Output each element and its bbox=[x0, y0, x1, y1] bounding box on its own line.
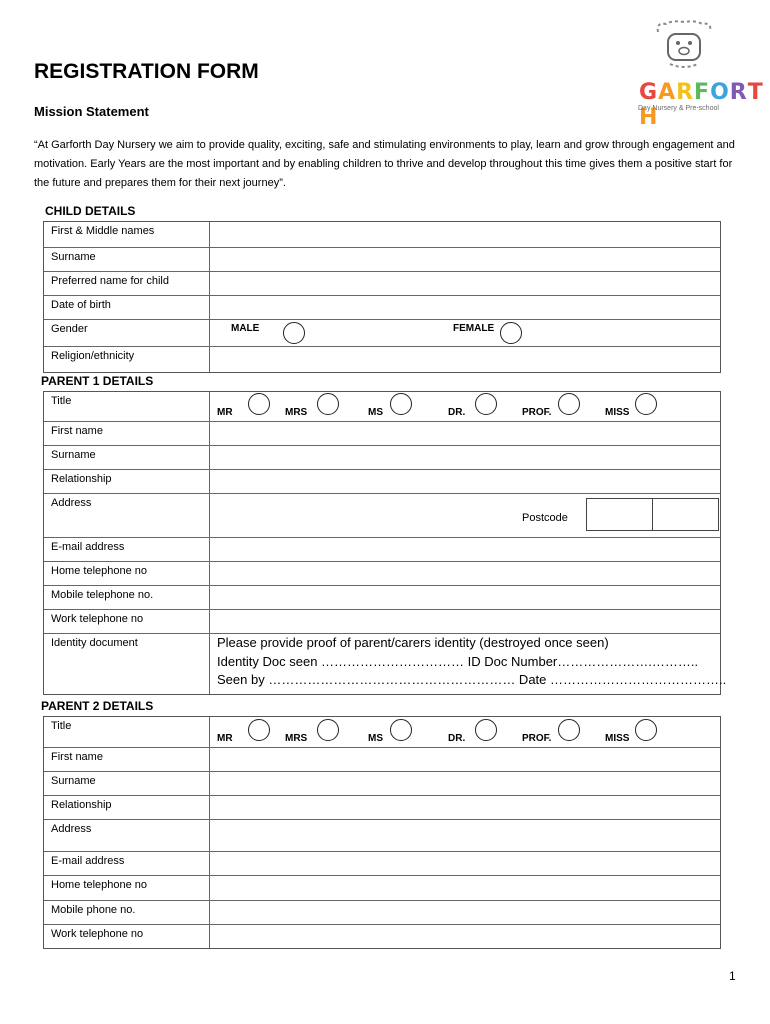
table-row bbox=[44, 537, 720, 561]
logo-letter: H bbox=[639, 105, 659, 130]
table-row bbox=[44, 900, 720, 924]
row-label: Surname bbox=[51, 775, 96, 787]
row-label: First name bbox=[51, 751, 103, 763]
title-option-mr: MR bbox=[217, 733, 233, 744]
logo-letter: T bbox=[747, 80, 764, 105]
parent2-address-field[interactable] bbox=[209, 820, 720, 851]
identity-seen-by-line[interactable]: Seen by ………………………………………………… Date ………………………………….. bbox=[217, 672, 727, 687]
table-row bbox=[44, 561, 720, 585]
table-row bbox=[44, 747, 720, 771]
parent1-first-name-field[interactable] bbox=[209, 422, 720, 445]
table-row bbox=[44, 609, 720, 633]
date-of-birth-field[interactable] bbox=[209, 296, 720, 319]
gender-option-female-label: FEMALE bbox=[453, 323, 495, 334]
row-label: Address bbox=[51, 497, 92, 509]
table-row bbox=[44, 795, 720, 819]
religion-ethnicity-field[interactable] bbox=[209, 347, 720, 372]
title-option-dr: DR. bbox=[448, 407, 466, 418]
gender-option-male-label: MALE bbox=[231, 323, 260, 334]
table-row bbox=[44, 633, 727, 694]
child-details-table bbox=[43, 221, 721, 373]
table-row bbox=[44, 585, 720, 609]
child-surname-field[interactable] bbox=[209, 248, 720, 271]
parent1-address-field[interactable] bbox=[209, 494, 720, 537]
parent1-details-table bbox=[43, 391, 727, 695]
title-mr-radio[interactable] bbox=[248, 719, 270, 741]
title-option-mrs: MRS bbox=[285, 407, 308, 418]
title-option-prof: PROF. bbox=[522, 407, 552, 418]
table-row bbox=[44, 469, 720, 493]
title-cell bbox=[209, 717, 720, 747]
postcode-label: Postcode bbox=[522, 512, 568, 524]
row-label: Title bbox=[51, 720, 72, 732]
mission-heading: Mission Statement bbox=[34, 104, 149, 119]
title-dr-radio[interactable] bbox=[475, 393, 497, 415]
logo-letter: A bbox=[658, 80, 677, 105]
row-label: Gender bbox=[51, 323, 88, 335]
parent1-relationship-field[interactable] bbox=[209, 470, 720, 493]
title-option-mrs: MRS bbox=[285, 733, 308, 744]
row-label: Mobile telephone no. bbox=[51, 589, 154, 601]
title-prof-radio[interactable] bbox=[558, 719, 580, 741]
parent1-mobile-phone-field[interactable] bbox=[209, 586, 720, 609]
parent1-surname-field[interactable] bbox=[209, 446, 720, 469]
page-number: 1 bbox=[729, 969, 736, 983]
parent2-email-field[interactable] bbox=[209, 852, 720, 875]
logo-letter: G bbox=[639, 80, 659, 105]
title-option-miss: MISS bbox=[605, 407, 630, 418]
table-row bbox=[44, 392, 720, 421]
row-label: Date of birth bbox=[51, 299, 111, 311]
title-prof-radio[interactable] bbox=[558, 393, 580, 415]
logo-subtitle: Day Nursery & Pre-school bbox=[638, 105, 719, 112]
parent2-details-heading: PARENT 2 DETAILS bbox=[41, 699, 154, 713]
table-row bbox=[44, 771, 720, 795]
parent1-work-phone-field[interactable] bbox=[209, 610, 720, 633]
parent2-first-name-field[interactable] bbox=[209, 748, 720, 771]
title-miss-radio[interactable] bbox=[635, 393, 657, 415]
parent1-email-field[interactable] bbox=[209, 538, 720, 561]
row-label: Preferred name for child bbox=[51, 275, 169, 287]
mission-statement: “At Garforth Day Nursery we aim to provide quality, exciting, safe and stimulating environments to play, learn and grow through engagement and motivation. Early Years are the most important and by enabling children to thrive and develop throughout this time gives them a positive start for the future and prepares them for their next journey”. bbox=[34, 139, 735, 189]
parent2-work-phone-field[interactable] bbox=[209, 925, 720, 948]
row-label: Work telephone no bbox=[51, 928, 144, 940]
page-title: REGISTRATION FORM bbox=[34, 60, 259, 83]
parent1-details-heading: PARENT 1 DETAILS bbox=[41, 374, 154, 388]
title-option-dr: DR. bbox=[448, 733, 466, 744]
title-mrs-radio[interactable] bbox=[317, 393, 339, 415]
row-label: First name bbox=[51, 425, 103, 437]
row-label: Title bbox=[51, 395, 72, 407]
row-label: Relationship bbox=[51, 473, 112, 485]
table-row bbox=[44, 295, 720, 319]
row-label: E-mail address bbox=[51, 541, 125, 553]
row-label: Religion/ethnicity bbox=[51, 350, 135, 362]
postcode-divider bbox=[652, 499, 653, 530]
title-miss-radio[interactable] bbox=[635, 719, 657, 741]
title-option-ms: MS bbox=[368, 407, 383, 418]
title-ms-radio[interactable] bbox=[390, 393, 412, 415]
row-label: E-mail address bbox=[51, 855, 125, 867]
table-row bbox=[44, 421, 720, 445]
identity-doc-line[interactable]: Identity Doc seen …………………………… ID Doc Number………………….……….. bbox=[217, 654, 699, 669]
table-row bbox=[44, 445, 720, 469]
table-row bbox=[44, 493, 720, 537]
row-label: First & Middle names bbox=[51, 225, 155, 237]
logo-letter: R bbox=[676, 80, 695, 105]
first-middle-names-field[interactable] bbox=[209, 222, 720, 247]
row-label: Identity document bbox=[51, 637, 138, 649]
table-row bbox=[44, 346, 720, 372]
gender-cell bbox=[209, 320, 720, 346]
postcode-field[interactable] bbox=[586, 498, 719, 531]
logo-letter: F bbox=[694, 80, 711, 105]
identity-instructions: Please provide proof of parent/carers identity (destroyed once seen) bbox=[217, 635, 609, 650]
row-label: Work telephone no bbox=[51, 613, 144, 625]
parent1-home-phone-field[interactable] bbox=[209, 562, 720, 585]
bear-icon bbox=[628, 16, 740, 86]
table-row bbox=[44, 319, 720, 346]
table-row bbox=[44, 924, 720, 948]
title-mrs-radio[interactable] bbox=[317, 719, 339, 741]
title-dr-radio[interactable] bbox=[475, 719, 497, 741]
parent2-relationship-field[interactable] bbox=[209, 796, 720, 819]
logo-letter: O bbox=[710, 80, 730, 105]
table-row bbox=[44, 247, 720, 271]
table-row bbox=[44, 271, 720, 295]
preferred-name-field[interactable] bbox=[209, 272, 720, 295]
title-option-prof: PROF. bbox=[522, 733, 552, 744]
row-label: Surname bbox=[51, 449, 96, 461]
gender-female-radio[interactable] bbox=[500, 322, 522, 344]
row-label: Surname bbox=[51, 251, 96, 263]
table-row bbox=[44, 851, 720, 875]
title-option-miss: MISS bbox=[605, 733, 630, 744]
parent2-home-phone-field[interactable] bbox=[209, 876, 720, 900]
row-label: Mobile phone no. bbox=[51, 904, 136, 916]
title-option-ms: MS bbox=[368, 733, 383, 744]
row-label: Home telephone no bbox=[51, 565, 148, 577]
title-mr-radio[interactable] bbox=[248, 393, 270, 415]
title-cell bbox=[209, 392, 720, 421]
row-label: Address bbox=[51, 823, 92, 835]
table-row bbox=[44, 819, 720, 851]
child-details-heading: CHILD DETAILS bbox=[45, 204, 136, 218]
logo-letter: R bbox=[729, 80, 748, 105]
parent2-details-table bbox=[43, 716, 721, 949]
gender-male-radio[interactable] bbox=[283, 322, 305, 344]
parent2-mobile-phone-field[interactable] bbox=[209, 901, 720, 924]
row-label: Relationship bbox=[51, 799, 112, 811]
identity-document-cell bbox=[209, 634, 727, 694]
parent2-surname-field[interactable] bbox=[209, 772, 720, 795]
title-ms-radio[interactable] bbox=[390, 719, 412, 741]
table-row bbox=[44, 717, 720, 747]
row-label: Home telephone no bbox=[51, 879, 148, 891]
table-row bbox=[44, 875, 720, 900]
table-row bbox=[44, 222, 720, 247]
title-option-mr: MR bbox=[217, 407, 233, 418]
